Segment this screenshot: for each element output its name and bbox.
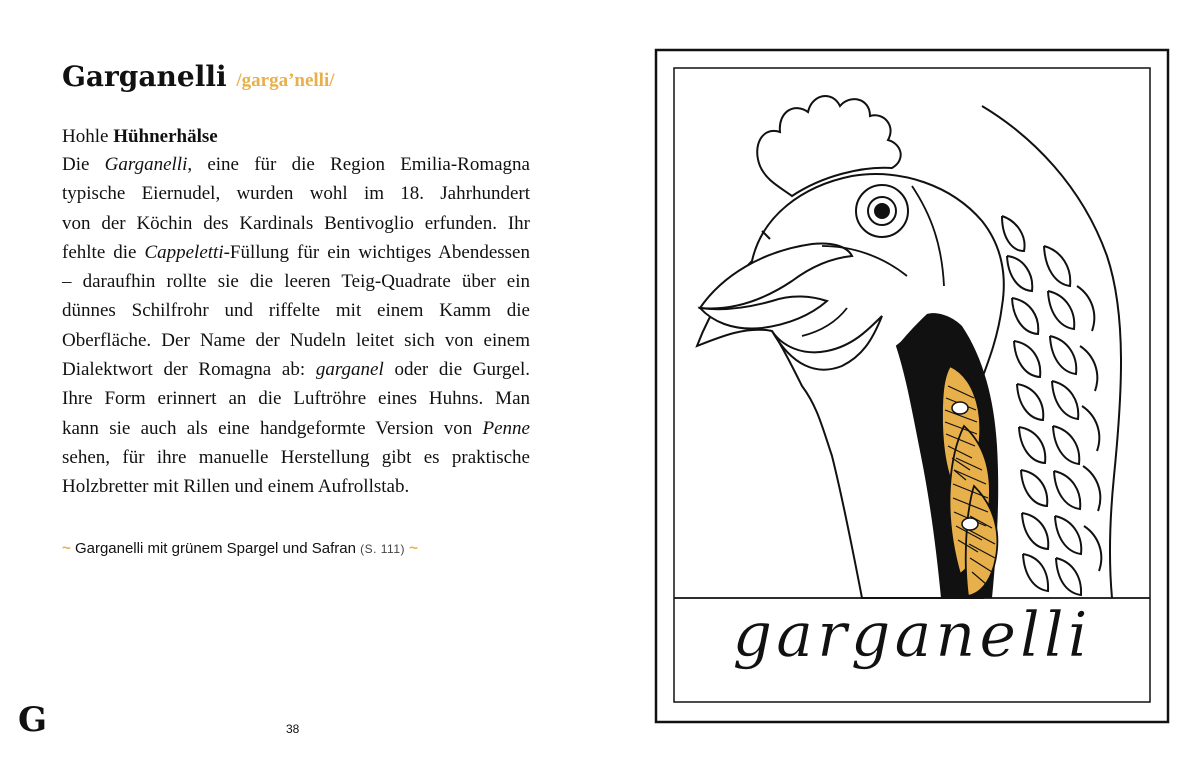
body-line: Dialektwort der Romagna ab: garganel oder die Gurgel.: [62, 359, 531, 381]
body-line: – daraufhin rollte sie die leeren Teig-Quadrate über ein: [62, 271, 530, 293]
body-line: Holzbretter mit Rillen und einem Aufrollstab.: [62, 476, 410, 498]
italic-term: Penne: [482, 417, 530, 439]
recipe-reference[interactable]: [62, 540, 418, 557]
feather-braid: [982, 106, 1121, 598]
illustration-caption: garganelli: [732, 598, 1092, 671]
tilde-left: ~: [62, 540, 71, 557]
entry-title-text: Garganelli: [62, 60, 227, 93]
page-number: 38: [286, 722, 300, 736]
body-line: Ihre Form erinnert an die Luftröhre eines Huhns. Man: [62, 388, 530, 410]
tilde-right: ~: [409, 540, 418, 557]
rooster-eye: [856, 185, 908, 237]
body-line: sehen, für ihre manuelle Herstellung gibt es praktische: [62, 446, 530, 468]
body-line: dünnes Schilfrohr und riffelte mit einem Kamm die: [62, 300, 530, 322]
entry-body: [62, 150, 530, 502]
italic-term: garganel: [315, 359, 384, 381]
subtitle-bold: Hühnerhälse: [113, 126, 218, 147]
italic-term: Cappeletti: [144, 241, 224, 263]
recipe-title: Garganelli mit grünem Spargel und Safran: [74, 540, 356, 557]
section-letter: G: [18, 700, 48, 740]
recipe-page-ref: (S. 111): [360, 542, 406, 556]
entry-subtitle: [62, 126, 218, 148]
body-line: Die Garganelli, eine für die Region Emilia-Romagna: [62, 154, 530, 175]
body-line: Oberfläche. Der Name der Nudeln leitet sich von einem: [62, 329, 530, 351]
subtitle-plain: Hohle: [62, 126, 114, 147]
entry-title: [62, 60, 335, 93]
body-line: kann sie auch als eine handgeformte Version von Penne: [62, 417, 530, 439]
phonetic-transcription: /garga’nelli/: [236, 70, 335, 91]
rooster-illustration: [652, 46, 1172, 726]
body-line: von der Köchin des Kardinals Bentivoglio erfunden. Ihr: [62, 212, 530, 234]
body-line: typische Eiernudel, wurden wohl im 18. Jahrhundert: [62, 183, 530, 205]
italic-term: Garganelli: [104, 154, 188, 175]
body-line: fehlte die Cappeletti-Füllung für ein wichtiges Abendessen: [62, 241, 530, 263]
